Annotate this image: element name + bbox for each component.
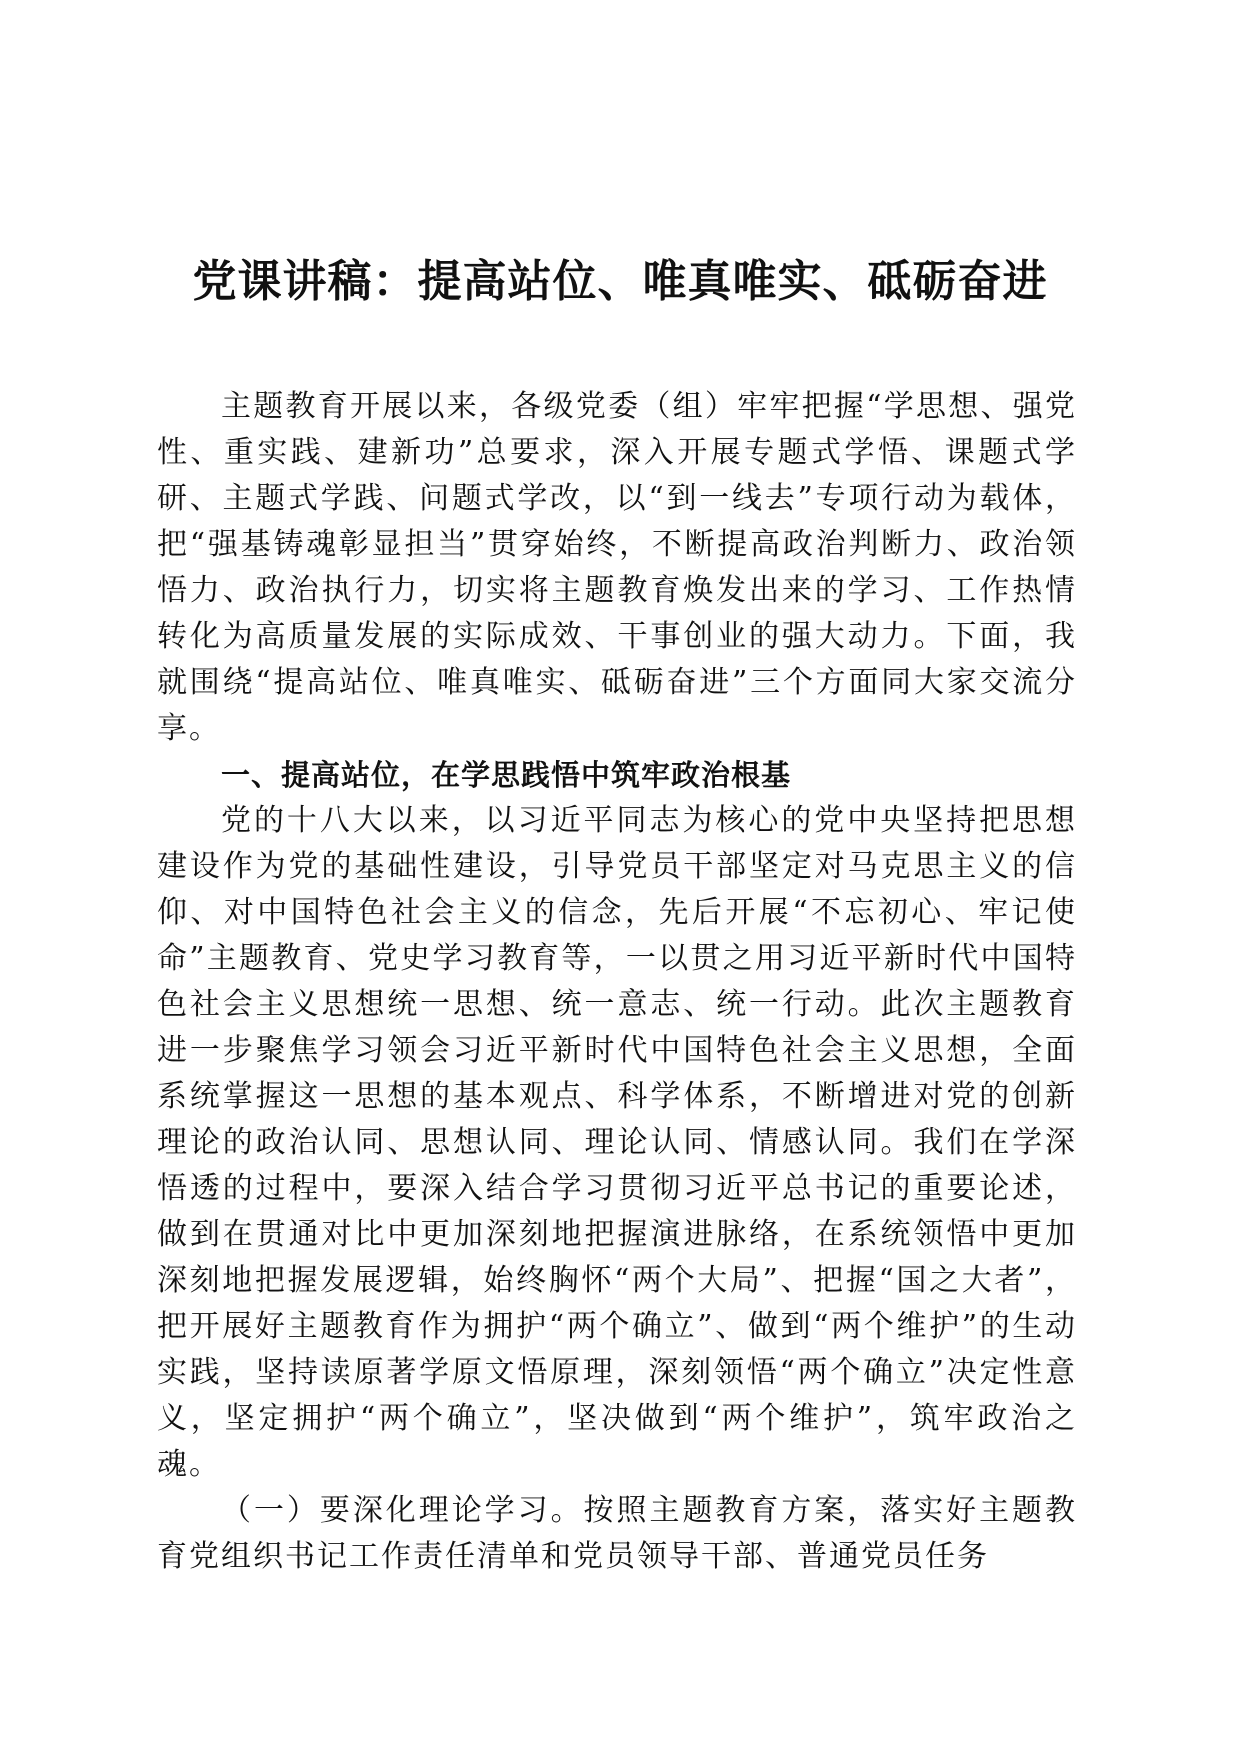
section-1-heading: 一、提高站位，在学思践悟中筑牢政治根基 bbox=[221, 758, 792, 792]
section-1-paragraph: 党的十八大以来，以习近平同志为核心的党中央坚持把思想建设作为党的基础性建设，引导党员干部坚定对马克思主义的信仰、对中国特色社会主义的信念，先后开展“不忘初心、牢记使命”主题教育、党史学习教育等，一以贯之用习近平新时代中国特色社会主义思想统一思想、统一意志、统一行动。此次主题教育进一步聚焦学习领会习近平新时代中国特色社会主义思想，全面系统掌握这一思想的基本观点、科学体系，不断增进对党的创新理论的政治认同、思想认同、理论认同、情感认同。我们在学深悟透的过程中，要深入结合学习贯彻习近平总书记的重要论述，做到在贯通对比中更加深刻地把握演进脉络，在系统领悟中更加深刻地把握发展逻辑，始终胸怀“两个大局”、把握“国之大者”，把开展好主题教育作为拥护“两个确立”、做到“两个维护”的生动实践，坚持读原著学原文悟原理，深刻领悟“两个确立”决定性意义，坚定拥护“两个确立”，坚决做到“两个维护”，筑牢政治之魂。 bbox=[157, 803, 1077, 1482]
intro-paragraph: 主题教育开展以来，各级党委（组）牢牢把握“学思想、强党性、重实践、建新功”总要求，深入开展专题式学悟、课题式学研、主题式学践、问题式学改，以“到一线去”专项行动为载体，把“强基铸魂彰显担当”贯穿始终，不断提高政治判断力、政治领悟力、政治执行力，切实将主题教育焕发出来的学习、工作热情转化为高质量发展的实际成效、干事创业的强大动力。下面，我就围绕“提高站位、唯真唯实、砥砺奋进”三个方面同大家交流分享。 bbox=[157, 389, 1077, 746]
document-title: 党课讲稿：提高站位、唯真唯实、砥砺奋进 bbox=[192, 256, 1048, 307]
subsection-1-paragraph: （一）要深化理论学习。按照主题教育方案，落实好主题教育党组织书记工作责任清单和党员领导干部、普通党员任务 bbox=[157, 1493, 1077, 1574]
document-body bbox=[157, 384, 1077, 1580]
